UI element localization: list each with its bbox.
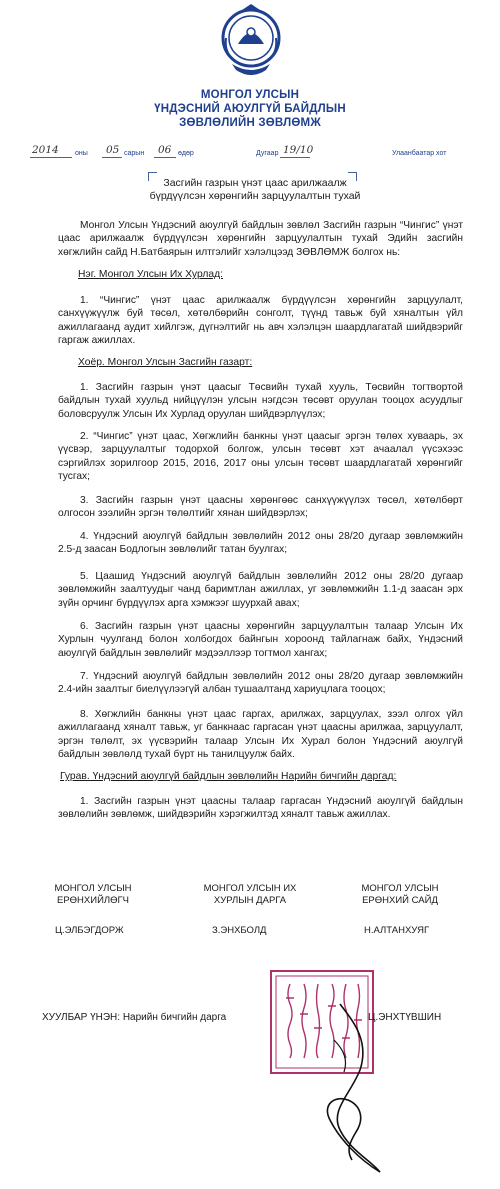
org-title-line1: МОНГОЛ УЛСЫН [200, 89, 300, 101]
city-label: Улаанбаатар хот [392, 150, 447, 157]
signatory-pm-name: Н.АЛТАНХУЯГ [364, 925, 430, 936]
subject-line1: Засгийн газрын үнэт цаас арилжаалж [163, 177, 347, 189]
certification-name: Ц.ЭНХТҮВШИН [368, 1012, 442, 1023]
section1-item1: 1. “Чингис” үнэт цаас арилжаалж бүрдүүлсэн хөрөнгийн зарцуулалт, санхүүжүүлж буй төсөл, хөтөлбөрийн сонголт, түүнд тавьж буй хяналтын үйл ажиллагаанд аудит хийлгэж, дүгнэлтийг нь авч хэлэлцэн шаардлагатай шийдвэрийг гаргаж ажиллах. [58, 295, 463, 347]
state-emblem-icon [218, 4, 284, 82]
org-title-line2: ҮНДЭСНИЙ АЮУЛГҮЙ БАЙДЛЫН [154, 103, 346, 115]
section2-item2: 2. “Чингис” үнэт цаас, Хөгжлийн банкны үнэт цаасыг эргэн төлөх хуваарь, эх үүсвэр, зарцуулалтыг тодорхой болгож, улсын төсөвт хэт ачаалал үүсэхээс сэргийлэх зорилгоор 2015, 2016, 2017 оны улсын төсөвт шаардлагатай хөрөнгийг тусгах; [58, 431, 463, 483]
signatory-president-name: Ц.ЭЛБЭГДОРЖ [55, 925, 124, 936]
signatory-president-title: МОНГОЛ УЛСЫН ЕРӨНХИЙЛӨГЧ [54, 883, 132, 906]
section-title-1: Нэг. Монгол Улсын Их Хурлад: [78, 269, 223, 280]
document-subject [130, 177, 380, 203]
signatory-speaker-name: З.ЭНХБОЛД [212, 925, 267, 936]
section3-item1: 1. Засгийн газрын үнэт цаасны талаар гаргасан Үндэсний аюулгүй байдлын зөвлөлийн зөвлөмж, шийдвэрийн хэрэгжилтэд хяналт тавьж ажиллах. [58, 796, 463, 821]
date-day: 06 [158, 144, 172, 156]
number-label: Дугаар [256, 150, 279, 157]
section2-item3: 3. Засгийн газрын үнэт цаасны хөрөнгөөс санхүүжүүлэх төсөл, хөтөлбөрт олгосон зээлийн эргэн төлөлтийг хянан шийдвэрлэх; [58, 495, 463, 520]
date-year-suffix: оны [75, 150, 88, 157]
signatory-pm-title: МОНГОЛ УЛСЫН ЕРӨНХИЙ САЙД [361, 883, 439, 906]
signatory-speaker-title: МОНГОЛ УЛСЫН ИХ ХУРЛЫН ДАРГА [203, 883, 297, 906]
section-title-3: Гурав. Үндэсний аюулгүй байдлын зөвлөлийн Нарийн бичгийн даргад: [60, 771, 397, 782]
number-value: 19/10 [283, 144, 314, 156]
certification-label: ХУУЛБАР ҮНЭН: Нарийн бичгийн дарга [42, 1012, 227, 1023]
org-title-line3: ЗӨВЛӨЛИЙН ЗӨВЛӨМЖ [179, 117, 321, 129]
subject-line2: бүрдүүлсэн хөрөнгийн зарцуулалтын тухай [149, 190, 361, 202]
handwritten-signature [300, 1000, 410, 1180]
date-number-line [30, 144, 470, 164]
section2-item7: 7. Үндэсний аюулгүй байдлын зөвлөлийн 2012 оны 28/20 дугаар зөвлөмжийн 2.4-ийн заалтыг биелүүлээгүй албан тушаалтанд хариуцлага тооцох; [58, 671, 463, 696]
section2-item6: 6. Засгийн газрын үнэт цаасны хөрөнгийн зарцуулалтын талаар Улсын Их Хурлын чуулганд болон холбогдох байнгын хороонд тайлагнаж байх, Үндэсний аюулгүй байдлын зөвлөлийг мэдээллээр тогтмол хангах; [58, 621, 463, 659]
date-year: 2014 [32, 144, 59, 156]
section2-item4: 4. Үндэсний аюулгүй байдлын зөвлөлийн 2012 оны 28/20 дугаар зөвлөмжийн 2.5-д заасан Бодлогын зөвлөлийг татан буулгах; [58, 531, 463, 556]
section2-item8: 8. Хөгжлийн банкны үнэт цаас гаргах, арилжах, зарцуулах, зээл олгох үйл ажиллагаанд хяналт тавьж, уг банкнаас гаргасан үнэт цаасны арилжаа, зарцуулалт, эргэн төлөлт, эх үүсвэрийн талаар Улсын Их Хурал болон Үндэсний аюулгүй байдлын зөвлөлд тухай бүрт нь танилцуулж байх. [58, 709, 463, 761]
intro-paragraph: Монгол Улсын Үндэсний аюулгүй байдлын зөвлөл Засгийн газрын “Чингис” үнэт цаас арилжаалж бүрдүүлсэн хөрөнгийн зарцуулалтын тухай Эдийн засгийн хөгжлийн сайд Н.Батбаярын илтгэлийг хэлэлцээд ЗӨВЛӨМЖ болгох нь: [58, 220, 463, 258]
date-month: 05 [106, 144, 120, 156]
date-month-suffix: сарын [124, 150, 145, 157]
date-day-suffix: өдөр [178, 150, 194, 157]
section2-item1: 1. Засгийн газрын үнэт цаасыг Төсвийн тухай хууль, Төсвийн тогтвортой байдлын тухай хуульд нийцүүлэн улсын нэгдсэн төсөвт оруулан тооцох асуудлыг боловсруулж Улсын Их Хурлад оруулан шийдвэрлүүлэх; [58, 382, 463, 420]
section-title-2: Хоёр. Монгол Улсын Засгийн газарт: [78, 357, 253, 368]
section2-item5: 5. Цаашид Үндэсний аюулгүй байдлын зөвлөлийн 2012 оны 28/20 дугаар зөвлөмжийн заалтуудыг чанд баримтлан ажиллах, уг зөвлөмжийн 1.1-д заасан эрх зүйн орчинг бүрдүүлэх арга хэмжээг шуурхай авах; [58, 571, 463, 609]
